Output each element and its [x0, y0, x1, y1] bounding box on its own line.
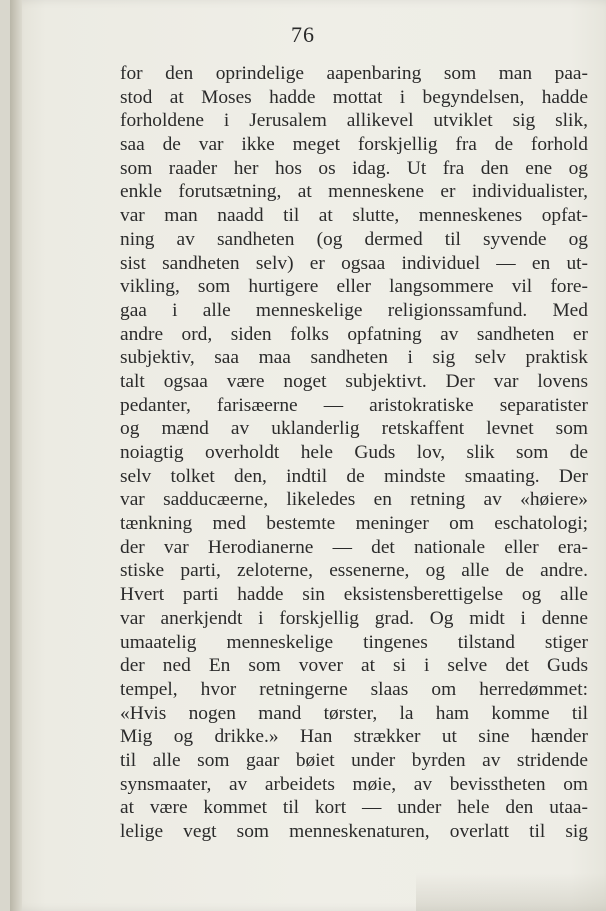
text-line: der var Herodianerne — det nationale eller era- — [120, 536, 588, 558]
text-line: synsmaater, av arbeidets møie, av bevisstheten om — [120, 773, 588, 795]
page-spine-shadow — [10, 0, 22, 911]
text-line: for den oprindelige aapenbaring som man paa- — [120, 63, 588, 84]
text-line: «Hvis nogen mand tørster, la ham komme til — [120, 702, 588, 724]
text-line: stiske parti, zeloterne, essenerne, og alle de andre. — [120, 560, 588, 582]
text-line: sist sandheten selv) er ogsaa individuel — en ut- — [120, 252, 588, 274]
text-line: tempel, hvor retningerne slaas om herredømmet: — [120, 678, 588, 700]
text-line: til alle som gaar bøiet under byrden av stridende — [120, 749, 588, 771]
text-line: der ned En som vover at si i selve det Guds — [120, 655, 588, 677]
text-line: var anerkjendt i forskjellig grad. Og midt i denne — [120, 607, 588, 629]
text-line: subjektiv, saa maa sandheten i sig selv praktisk — [120, 347, 588, 369]
text-line: og mænd av uklanderlig retskaffent levnet som — [120, 418, 588, 440]
text-line: Hvert parti hadde sin eksistensberettigelse og alle — [120, 584, 588, 606]
text-line: lelige vegt som menneskenaturen, overlatt til sig — [120, 821, 588, 842]
text-line: som raader her hos os idag. Ut fra den ene og — [120, 157, 588, 179]
text-line: selv tolket den, indtil de mindste smaating. Der — [120, 465, 588, 487]
body-text — [120, 62, 588, 844]
page-number: 76 — [291, 22, 315, 47]
text-line: umaatelig menneskelige tingenes tilstand stiger — [120, 631, 588, 653]
text-line: at være kommet til kort — under hele den utaa- — [120, 797, 588, 819]
text-line: forholdene i Jerusalem allikevel utviklet sig slik, — [120, 110, 588, 132]
text-line: pedanter, farisæerne — aristokratiske separatister — [120, 394, 588, 416]
text-line: noiagtig overholdt hele Guds lov, slik som de — [120, 442, 588, 463]
text-line: stod at Moses hadde mottat i begyndelsen, hadde — [120, 86, 588, 108]
text-line: var man naadd til at slutte, menneskenes opfat- — [120, 205, 588, 227]
text-line: enkle forutsætning, at menneskene er individualister, — [120, 181, 588, 203]
text-line: Mig og drikke.» Han strækker ut sine hænder — [120, 726, 588, 748]
text-line: tænkning med bestemte meninger om eschatologi; — [120, 513, 588, 535]
text-line: saa de var ikke meget forskjellig fra de forhold — [120, 134, 588, 156]
text-line: gaa i alle menneskelige religionssamfund. Med — [120, 299, 588, 321]
text-line: vikling, som hurtigere eller langsommere vil fore- — [120, 276, 588, 298]
text-line: andre ord, siden folks opfatning av sandheten er — [120, 323, 588, 345]
text-line: ning av sandheten (og dermed til syvende og — [120, 228, 588, 250]
page-corner-shade — [416, 873, 606, 911]
text-line: var sadducæerne, likeledes en retning av «høiere» — [120, 489, 588, 511]
text-line: talt ogsaa være noget subjektivt. Der var lovens — [120, 370, 588, 392]
